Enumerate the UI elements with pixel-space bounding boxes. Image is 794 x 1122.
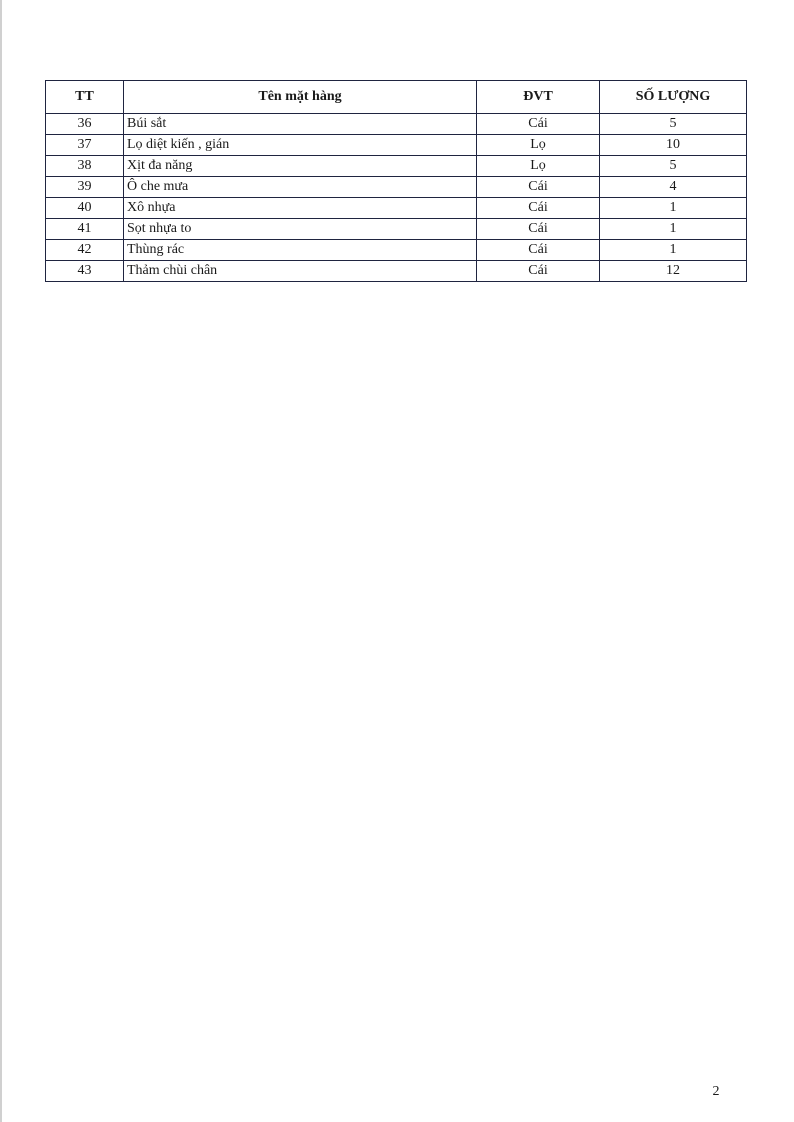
table-row xyxy=(46,156,747,177)
cell-item-name: Thảm chùi chân xyxy=(124,261,477,282)
cell-quantity: 4 xyxy=(600,177,747,198)
cell-item-name: Ô che mưa xyxy=(124,177,477,198)
page-number: 2 xyxy=(712,1084,720,1099)
cell-item-name: Lọ diệt kiến , gián xyxy=(124,135,477,156)
header-item-name: Tên mặt hàng xyxy=(124,81,477,114)
table-row xyxy=(46,219,747,240)
header-unit: ĐVT xyxy=(477,81,600,114)
cell-unit: Cái xyxy=(477,219,600,240)
cell-tt: 39 xyxy=(46,177,124,198)
cell-unit: Lọ xyxy=(477,156,600,177)
cell-tt: 40 xyxy=(46,198,124,219)
cell-unit: Cái xyxy=(477,114,600,135)
scan-edge xyxy=(0,0,2,1122)
cell-tt: 37 xyxy=(46,135,124,156)
table-row xyxy=(46,114,747,135)
cell-quantity: 1 xyxy=(600,198,747,219)
header-quantity: SỐ LƯỢNG xyxy=(600,81,747,114)
cell-unit: Cái xyxy=(477,261,600,282)
cell-unit: Lọ xyxy=(477,135,600,156)
cell-item-name: Thùng rác xyxy=(124,240,477,261)
cell-item-name: Sọt nhựa to xyxy=(124,219,477,240)
table-row xyxy=(46,135,747,156)
cell-tt: 36 xyxy=(46,114,124,135)
cell-unit: Cái xyxy=(477,240,600,261)
cell-quantity: 10 xyxy=(600,135,747,156)
cell-tt: 42 xyxy=(46,240,124,261)
cell-quantity: 1 xyxy=(600,240,747,261)
table-row xyxy=(46,198,747,219)
cell-tt: 38 xyxy=(46,156,124,177)
header-tt: TT xyxy=(46,81,124,114)
cell-tt: 43 xyxy=(46,261,124,282)
table-row xyxy=(46,177,747,198)
cell-item-name: Xịt đa năng xyxy=(124,156,477,177)
cell-quantity: 12 xyxy=(600,261,747,282)
cell-item-name: Búi sắt xyxy=(124,114,477,135)
table-row xyxy=(46,261,747,282)
cell-tt: 41 xyxy=(46,219,124,240)
table-header-row xyxy=(46,81,747,114)
cell-quantity: 1 xyxy=(600,219,747,240)
cell-unit: Cái xyxy=(477,198,600,219)
items-table xyxy=(45,80,747,282)
cell-quantity: 5 xyxy=(600,156,747,177)
table-row xyxy=(46,240,747,261)
cell-unit: Cái xyxy=(477,177,600,198)
cell-item-name: Xô nhựa xyxy=(124,198,477,219)
cell-quantity: 5 xyxy=(600,114,747,135)
